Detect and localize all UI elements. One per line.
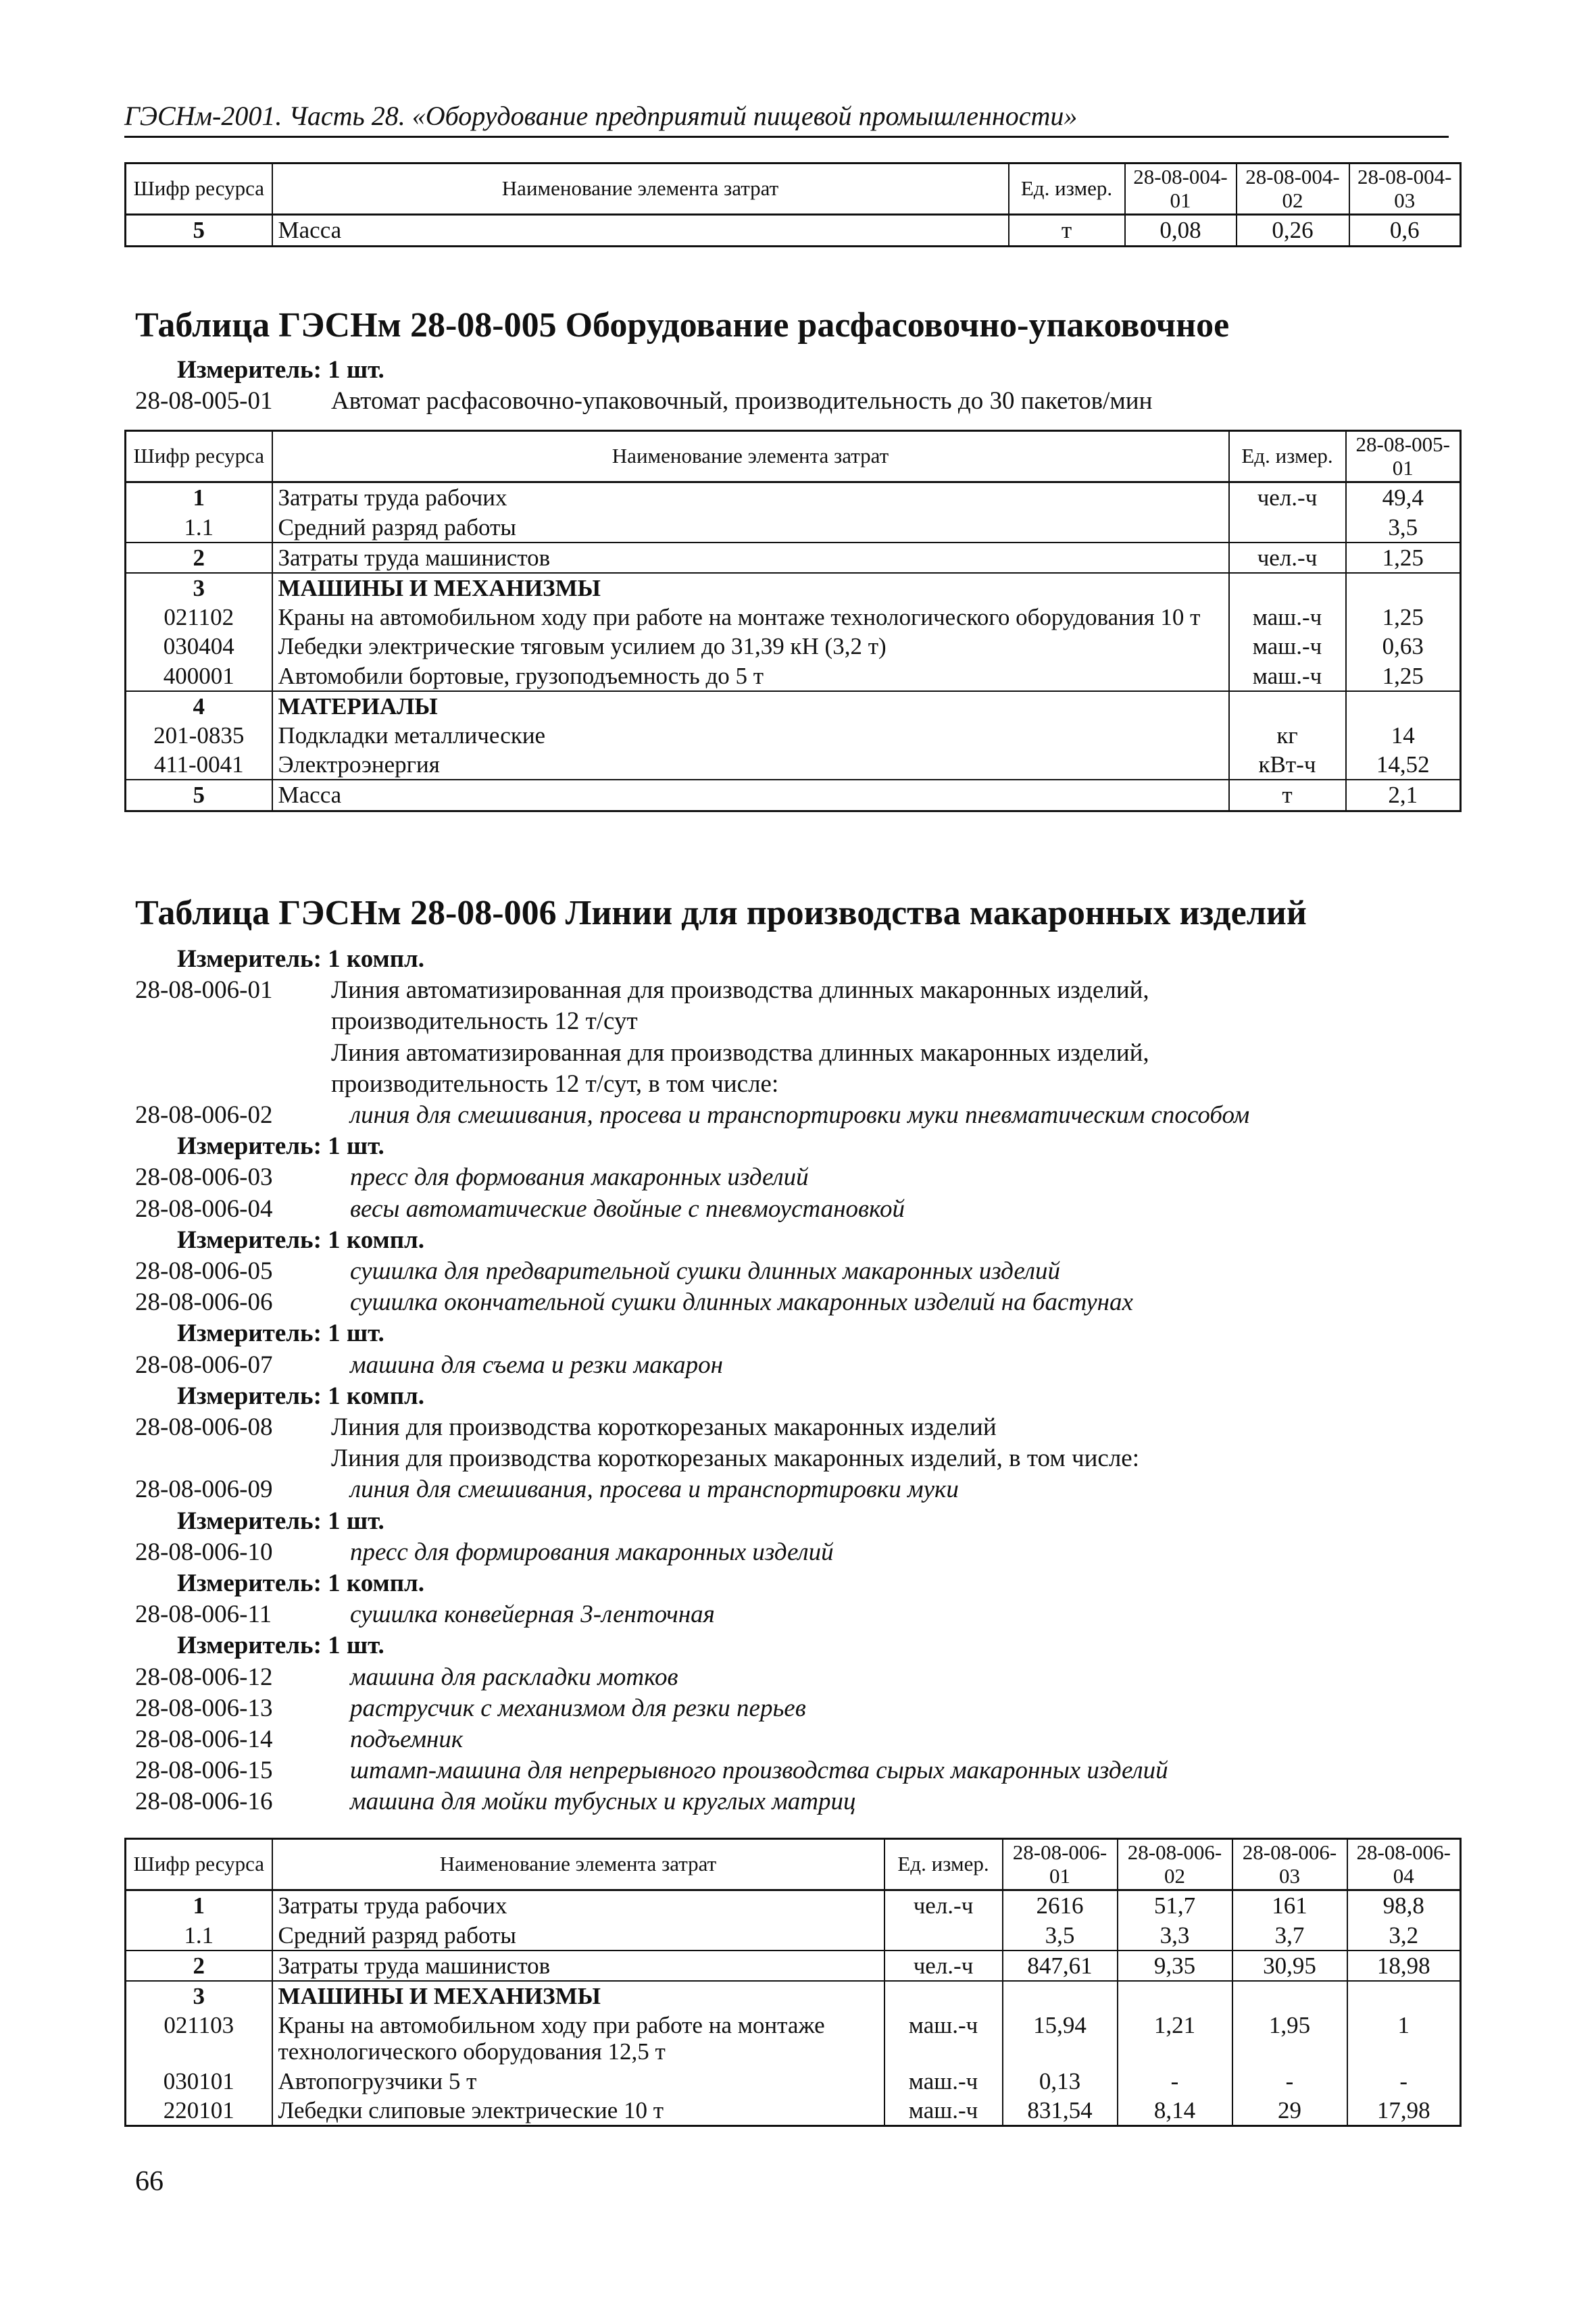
header-unit: Ед. измер. bbox=[1229, 431, 1346, 482]
cell-unit bbox=[1229, 513, 1346, 543]
cell-value: 0,26 bbox=[1237, 215, 1349, 246]
measure-label: Измеритель: 1 шт. bbox=[177, 1632, 384, 1659]
cell-value: 831,54 bbox=[1003, 2096, 1118, 2126]
cell-code: 400001 bbox=[126, 661, 272, 691]
header-norm-006-04: 28-08-006-04 bbox=[1347, 1839, 1461, 1890]
cell-value bbox=[1346, 691, 1461, 721]
measure-label: Измеритель: 1 компл. bbox=[177, 1569, 425, 1597]
cell-name: Краны на автомобильном ходу при работе на монтаже технологического оборудования 12,5 т bbox=[272, 2011, 884, 2066]
table-28-08-005 bbox=[124, 430, 1462, 812]
cell-code: 021103 bbox=[126, 2011, 272, 2066]
table-row bbox=[126, 2011, 1461, 2066]
header-norm-004-02: 28-08-004-02 bbox=[1237, 164, 1349, 215]
cell-value: 49,4 bbox=[1346, 482, 1461, 513]
table-row bbox=[126, 2096, 1461, 2126]
cell-value: 2616 bbox=[1003, 1890, 1118, 1921]
cell-value: - bbox=[1118, 2067, 1232, 2096]
item-code: 28-08-006-11 bbox=[135, 1601, 272, 1628]
table-row bbox=[126, 215, 1461, 246]
item-code: 28-08-006-06 bbox=[135, 1288, 273, 1316]
cell-name: Автомобили бортовые, грузоподъемность до 5 т bbox=[272, 661, 1229, 691]
item-description: раструсчик с механизмом для резки перьев bbox=[350, 1694, 806, 1722]
cell-code: 220101 bbox=[126, 2096, 272, 2126]
cell-value: 3,3 bbox=[1118, 1921, 1232, 1951]
table-28-08-006 bbox=[124, 1838, 1462, 2127]
cell-code: 021102 bbox=[126, 603, 272, 632]
item-description: Линия для производства короткорезаных макаронных изделий, в том числе: bbox=[331, 1444, 1140, 1472]
cell-value: 1,25 bbox=[1346, 543, 1461, 573]
cell-code: 1 bbox=[126, 1890, 272, 1921]
table-row bbox=[126, 543, 1461, 573]
item-description: Линия автоматизированная для производства длинных макаронных изделий, bbox=[331, 1039, 1149, 1067]
table-row bbox=[126, 2067, 1461, 2096]
table-header-row bbox=[126, 1839, 1461, 1890]
item-code: 28-08-005-01 bbox=[135, 387, 273, 415]
cell-value: 3,2 bbox=[1347, 1921, 1461, 1951]
cell-value: 30,95 bbox=[1232, 1951, 1347, 1981]
cell-value: 17,98 bbox=[1347, 2096, 1461, 2126]
cell-unit bbox=[884, 1981, 1003, 2011]
cell-name: Подкладки металлические bbox=[272, 721, 1229, 750]
cell-value: 0,63 bbox=[1346, 632, 1461, 661]
cell-unit: чел.-ч bbox=[884, 1890, 1003, 1921]
running-header: ГЭСНм-2001. Часть 28. «Оборудование предприятий пищевой промышленности» bbox=[124, 100, 1449, 138]
item-code: 28-08-006-01 bbox=[135, 976, 273, 1004]
cell-name: МАШИНЫ И МЕХАНИЗМЫ bbox=[272, 1981, 884, 2011]
table-row bbox=[126, 632, 1461, 661]
cell-code: 411-0041 bbox=[126, 750, 272, 780]
table-row bbox=[126, 573, 1461, 603]
item-description: сушилка для предварительной сушки длинных макаронных изделий bbox=[350, 1257, 1060, 1285]
item-description: Линия автоматизированная для производства длинных макаронных изделий, bbox=[331, 976, 1149, 1004]
cell-value: 3,5 bbox=[1346, 513, 1461, 543]
cell-code: 4 bbox=[126, 691, 272, 721]
cell-name: Масса bbox=[272, 215, 1009, 246]
cell-code: 030101 bbox=[126, 2067, 272, 2096]
cell-unit bbox=[1229, 573, 1346, 603]
item-description: Автомат расфасовочно-упаковочный, производительность до 30 пакетов/мин bbox=[331, 387, 1153, 415]
cell-value: 2,1 bbox=[1346, 780, 1461, 811]
cell-value: 15,94 bbox=[1003, 2011, 1118, 2066]
cell-unit: маш.-ч bbox=[884, 2096, 1003, 2126]
item-code: 28-08-006-16 bbox=[135, 1788, 273, 1815]
cell-value: 29 bbox=[1232, 2096, 1347, 2126]
cell-unit: чел.-ч bbox=[884, 1951, 1003, 1981]
header-unit: Ед. измер. bbox=[884, 1839, 1003, 1890]
table-header-row bbox=[126, 164, 1461, 215]
cell-unit: кВт-ч bbox=[1229, 750, 1346, 780]
cell-code: 2 bbox=[126, 1951, 272, 1981]
item-code: 28-08-006-03 bbox=[135, 1163, 273, 1191]
cell-value: 9,35 bbox=[1118, 1951, 1232, 1981]
table-row bbox=[126, 750, 1461, 780]
item-code: 28-08-006-09 bbox=[135, 1476, 273, 1503]
table-row bbox=[126, 661, 1461, 691]
cell-value: 3,7 bbox=[1232, 1921, 1347, 1951]
cell-value: 3,5 bbox=[1003, 1921, 1118, 1951]
cell-value: - bbox=[1232, 2067, 1347, 2096]
table-006-title: Таблица ГЭСНм 28-08-006 Линии для производства макаронных изделий bbox=[135, 894, 1307, 932]
item-description: линия для смешивания, просева и транспортировки муки bbox=[350, 1476, 959, 1503]
cell-value: 1,95 bbox=[1232, 2011, 1347, 2066]
item-code: 28-08-006-08 bbox=[135, 1413, 273, 1441]
cell-value: - bbox=[1347, 2067, 1461, 2096]
page-number: 66 bbox=[135, 2166, 164, 2197]
cell-name: Затраты труда машинистов bbox=[272, 543, 1229, 573]
measure-label: Измеритель: 1 шт. bbox=[177, 1319, 384, 1347]
item-description: машина для раскладки мотков bbox=[350, 1663, 678, 1691]
cell-value: 51,7 bbox=[1118, 1890, 1232, 1921]
cell-value: 847,61 bbox=[1003, 1951, 1118, 1981]
cell-value bbox=[1232, 1981, 1347, 2011]
cell-code: 5 bbox=[126, 215, 272, 246]
item-code: 28-08-006-13 bbox=[135, 1694, 273, 1722]
cell-code: 1 bbox=[126, 482, 272, 513]
item-description: машина для съема и резки макарон bbox=[350, 1351, 723, 1379]
cell-name: Краны на автомобильном ходу при работе на монтаже технологического оборудования 10 т bbox=[272, 603, 1229, 632]
cell-value: 18,98 bbox=[1347, 1951, 1461, 1981]
table-row bbox=[126, 691, 1461, 721]
measure-label: Измеритель: 1 компл. bbox=[177, 945, 425, 973]
cell-value: 0,13 bbox=[1003, 2067, 1118, 2096]
header-norm-005-01: 28-08-005-01 bbox=[1346, 431, 1461, 482]
cell-name: Электроэнергия bbox=[272, 750, 1229, 780]
cell-unit: маш.-ч bbox=[1229, 603, 1346, 632]
measure-label: Измеритель: 1 компл. bbox=[177, 1382, 425, 1410]
cell-value: 1,21 bbox=[1118, 2011, 1232, 2066]
table-header-row bbox=[126, 431, 1461, 482]
cell-value bbox=[1346, 573, 1461, 603]
table-row bbox=[126, 721, 1461, 750]
cell-value: 8,14 bbox=[1118, 2096, 1232, 2126]
cell-name: Средний разряд работы bbox=[272, 1921, 884, 1951]
header-resource-code: Шифр ресурса bbox=[126, 1839, 272, 1890]
cell-code: 2 bbox=[126, 543, 272, 573]
cell-name: МАШИНЫ И МЕХАНИЗМЫ bbox=[272, 573, 1229, 603]
cell-name: МАТЕРИАЛЫ bbox=[272, 691, 1229, 721]
cell-value: 14,52 bbox=[1346, 750, 1461, 780]
cell-code: 030404 bbox=[126, 632, 272, 661]
item-code: 28-08-006-05 bbox=[135, 1257, 273, 1285]
cell-value bbox=[1003, 1981, 1118, 2011]
item-code: 28-08-006-12 bbox=[135, 1663, 273, 1691]
measure-label: Измеритель: 1 шт. bbox=[177, 356, 384, 384]
cell-unit: т bbox=[1229, 780, 1346, 811]
cell-code: 1.1 bbox=[126, 513, 272, 543]
item-description: сушилка окончательной сушки длинных макаронных изделий на бастунах bbox=[350, 1288, 1133, 1316]
item-description: подъемник bbox=[350, 1726, 464, 1753]
cell-name: Автопогрузчики 5 т bbox=[272, 2067, 884, 2096]
item-description: весы автоматические двойные с пневмоустановкой bbox=[350, 1195, 905, 1223]
cell-code: 201-0835 bbox=[126, 721, 272, 750]
cell-unit: маш.-ч bbox=[884, 2011, 1003, 2066]
table-row bbox=[126, 1981, 1461, 2011]
cell-value: 0,08 bbox=[1125, 215, 1237, 246]
item-description: штамп-машина для непрерывного производства сырых макаронных изделий bbox=[350, 1757, 1168, 1784]
cell-value: 98,8 bbox=[1347, 1890, 1461, 1921]
cell-code: 3 bbox=[126, 573, 272, 603]
item-code: 28-08-006-15 bbox=[135, 1757, 273, 1784]
measure-label: Измеритель: 1 шт. bbox=[177, 1132, 384, 1160]
measure-label: Измеритель: 1 шт. bbox=[177, 1507, 384, 1535]
cell-value: 161 bbox=[1232, 1890, 1347, 1921]
item-description: производительность 12 т/сут, в том числе: bbox=[331, 1070, 779, 1098]
item-code: 28-08-006-14 bbox=[135, 1726, 273, 1753]
cell-value: 1 bbox=[1347, 2011, 1461, 2066]
item-description: пресс для формования макаронных изделий bbox=[350, 1163, 809, 1191]
cell-value: 1,25 bbox=[1346, 603, 1461, 632]
item-code: 28-08-006-07 bbox=[135, 1351, 273, 1379]
cell-unit: чел.-ч bbox=[1229, 482, 1346, 513]
item-code: 28-08-006-02 bbox=[135, 1101, 273, 1129]
item-description: сушилка конвейерная 3-ленточная bbox=[350, 1601, 715, 1628]
header-resource-code: Шифр ресурса bbox=[126, 431, 272, 482]
item-description: пресс для формирования макаронных изделий bbox=[350, 1538, 834, 1566]
cell-code: 5 bbox=[126, 780, 272, 811]
cell-name: Затраты труда машинистов bbox=[272, 1951, 884, 1981]
cell-code: 3 bbox=[126, 1981, 272, 2011]
header-norm-006-02: 28-08-006-02 bbox=[1118, 1839, 1232, 1890]
cell-unit: маш.-ч bbox=[1229, 632, 1346, 661]
item-description: машина для мойки тубусных и круглых матриц bbox=[350, 1788, 856, 1815]
cell-unit bbox=[884, 1921, 1003, 1951]
cell-unit bbox=[1229, 691, 1346, 721]
table-row bbox=[126, 513, 1461, 543]
header-norm-006-01: 28-08-006-01 bbox=[1003, 1839, 1118, 1890]
table-row bbox=[126, 780, 1461, 811]
item-description: Линия для производства короткорезаных макаронных изделий bbox=[331, 1413, 997, 1441]
table-row bbox=[126, 482, 1461, 513]
item-description: линия для смешивания, просева и транспортировки муки пневматическим способом bbox=[350, 1101, 1250, 1129]
header-norm-004-03: 28-08-004-03 bbox=[1349, 164, 1461, 215]
cell-value bbox=[1347, 1981, 1461, 2011]
table-28-08-004-continuation bbox=[124, 162, 1462, 247]
header-cost-element: Наименование элемента затрат bbox=[272, 164, 1009, 215]
cell-unit: чел.-ч bbox=[1229, 543, 1346, 573]
cell-name: Масса bbox=[272, 780, 1229, 811]
cell-value: 0,6 bbox=[1349, 215, 1461, 246]
cell-name: Затраты труда рабочих bbox=[272, 1890, 884, 1921]
header-norm-006-03: 28-08-006-03 bbox=[1232, 1839, 1347, 1890]
header-cost-element: Наименование элемента затрат bbox=[272, 431, 1229, 482]
header-resource-code: Шифр ресурса bbox=[126, 164, 272, 215]
cell-unit: маш.-ч bbox=[884, 2067, 1003, 2096]
cell-name: Средний разряд работы bbox=[272, 513, 1229, 543]
header-norm-004-01: 28-08-004-01 bbox=[1125, 164, 1237, 215]
cell-value bbox=[1118, 1981, 1232, 2011]
table-005-title: Таблица ГЭСНм 28-08-005 Оборудование расфасовочно-упаковочное bbox=[135, 306, 1230, 345]
item-description: производительность 12 т/сут bbox=[331, 1007, 638, 1035]
header-unit: Ед. измер. bbox=[1009, 164, 1125, 215]
cell-unit: маш.-ч bbox=[1229, 661, 1346, 691]
cell-name: Лебедки слиповые электрические 10 т bbox=[272, 2096, 884, 2126]
cell-code: 1.1 bbox=[126, 1921, 272, 1951]
cell-name: Лебедки электрические тяговым усилием до 31,39 кН (3,2 т) bbox=[272, 632, 1229, 661]
table-row bbox=[126, 1951, 1461, 1981]
item-code: 28-08-006-04 bbox=[135, 1195, 273, 1223]
header-cost-element: Наименование элемента затрат bbox=[272, 1839, 884, 1890]
item-code: 28-08-006-10 bbox=[135, 1538, 273, 1566]
table-row bbox=[126, 603, 1461, 632]
cell-value: 14 bbox=[1346, 721, 1461, 750]
table-row bbox=[126, 1921, 1461, 1951]
cell-name: Затраты труда рабочих bbox=[272, 482, 1229, 513]
table-row bbox=[126, 1890, 1461, 1921]
measure-label: Измеритель: 1 компл. bbox=[177, 1226, 425, 1254]
cell-unit: т bbox=[1009, 215, 1125, 246]
cell-unit: кг bbox=[1229, 721, 1346, 750]
cell-value: 1,25 bbox=[1346, 661, 1461, 691]
